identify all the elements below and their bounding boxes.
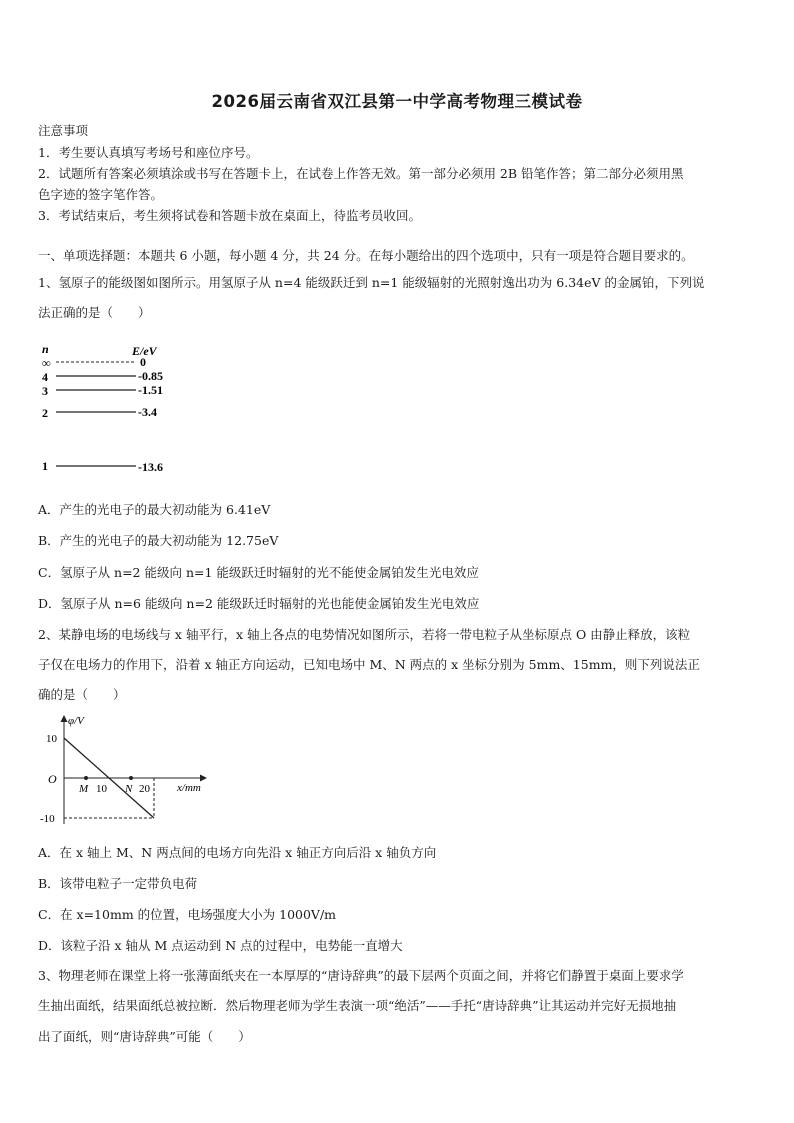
question-stem-line: 子仅在电场力的作用下，沿着 x 轴正方向运动，已知电场中 M、N 两点的 x 坐标分别为 5mm、15mm，则下列说法正 xyxy=(38,657,700,672)
n-axis-label: n xyxy=(42,342,49,356)
y-tick-label: -10 xyxy=(40,813,55,825)
point-m-label: M xyxy=(79,783,89,795)
notice-line: 色字迹的签字笔作答。 xyxy=(38,187,164,202)
option-b: B．产生的光电子的最大初动能为 12.75eV xyxy=(38,533,279,548)
option-d: D．氢原子从 n=6 能级向 n=2 能级跃迁时辐射的光也能使金属铂发生光电效应 xyxy=(38,596,480,611)
level-n-label: 3 xyxy=(42,384,48,398)
point-n-marker xyxy=(129,776,133,780)
question-stem-line: 2、某静电场的电场线与 x 轴平行，x 轴上各点的电势情况如图所示，若将一带电粒子从坐标原点 O 由静止释放，该粒 xyxy=(38,627,691,642)
level-n-label: 4 xyxy=(42,370,48,384)
question-stem-line: 出了面纸，则“唐诗辞典”可能（ ） xyxy=(38,1029,251,1044)
question-stem-line: 确的是（ ） xyxy=(38,687,126,702)
option-c: C．在 x=10mm 的位置，电场强度大小为 1000V/m xyxy=(38,907,337,922)
option-a: A．在 x 轴上 M、N 两点间的电场方向先沿 x 轴正方向后沿 x 轴负方向 xyxy=(38,845,437,860)
level-n-label: ∞ xyxy=(42,356,51,370)
energy-level-diagram xyxy=(36,338,186,478)
option-c: C．氢原子从 n=2 能级向 n=1 能级跃迁时辐射的光不能使金属铂发生光电效应 xyxy=(38,565,479,580)
notice-heading: 注意事项 xyxy=(38,123,89,138)
level-energy-label: -0.85 xyxy=(138,369,163,383)
level-energy-label: -1.51 xyxy=(138,383,163,397)
notice-line: 1．考生要认真填写考场号和座位序号。 xyxy=(38,145,259,160)
question-stem-line: 生抽出面纸，结果面纸总被拉断．然后物理老师为学生表演一项“绝活”——手托“唐诗辞典”让其运动并完好无损地抽 xyxy=(38,998,677,1013)
x-tick-label: 10 xyxy=(96,783,107,795)
option-d: D．该粒子沿 x 轴从 M 点运动到 N 点的过程中，电势能一直增大 xyxy=(38,938,403,953)
energy-axis-label: E/eV xyxy=(132,344,157,358)
point-n-label: N xyxy=(125,783,133,795)
y-tick-label: 10 xyxy=(46,733,57,745)
level-n-label: 2 xyxy=(42,406,48,420)
section-heading: 一、单项选择题：本题共 6 小题，每小题 4 分，共 24 分。在每小题给出的四个选项中，只有一项是符合题目要求的。 xyxy=(38,248,694,263)
question-stem-line: 1、氢原子的能级图如图所示。用氢原子从 n=4 能级跃迁到 n=1 能级辐射的光照射逸出功为 6.34eV 的金属铂，下列说 xyxy=(38,275,705,290)
question-stem-line: 3、物理老师在课堂上将一张薄面纸夹在一本厚厚的“唐诗辞典”的最下层两个页面之间，并将它们静置于桌面上要求学 xyxy=(38,968,684,983)
option-b: B．该带电粒子一定带负电荷 xyxy=(38,876,198,891)
potential-graph xyxy=(34,712,224,830)
level-n-label: 1 xyxy=(42,459,48,473)
origin-label: O xyxy=(48,772,57,786)
x-axis-label: x/mm xyxy=(177,782,201,794)
level-energy-label: -13.6 xyxy=(138,460,163,474)
notice-line: 3．考试结束后，考生须将试卷和答题卡放在桌面上，待监考员收回。 xyxy=(38,208,421,223)
exam-title: 2026届云南省双江县第一中学高考物理三模试卷 xyxy=(211,92,583,111)
question-stem-line: 法正确的是（ ） xyxy=(38,305,151,320)
level-energy-label: -3.4 xyxy=(138,405,157,419)
level-energy-label: 0 xyxy=(140,355,146,369)
point-m-marker xyxy=(84,776,88,780)
y-axis-label: φ/V xyxy=(68,715,84,727)
option-a: A．产生的光电子的最大初动能为 6.41eV xyxy=(38,502,271,517)
x-tick-label: 20 xyxy=(139,783,150,795)
notice-line: 2．试题所有答案必须填涂或书写在答题卡上，在试卷上作答无效。第一部分必须用 2B 铅笔作答；第二部分必须用黑 xyxy=(38,166,684,181)
